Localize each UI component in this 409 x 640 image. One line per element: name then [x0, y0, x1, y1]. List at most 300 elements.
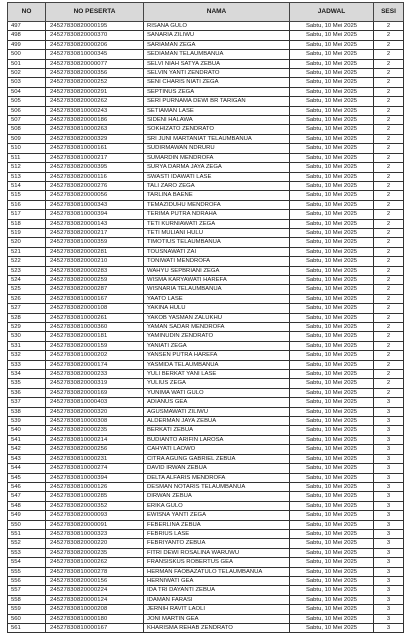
participant-name: TOUSNAWATI ZAI: [144, 247, 290, 256]
row-number: 558: [8, 595, 46, 604]
schedule-date: Sabtu, 10 Mei 2025: [290, 605, 374, 614]
participant-number: 24527830820000319: [46, 379, 144, 388]
row-number: 508: [8, 125, 46, 134]
table-row: [8, 586, 404, 595]
participant-number: 24527830810000167: [46, 294, 144, 303]
schedule-date: Sabtu, 10 Mei 2025: [290, 614, 374, 623]
session-number: 2: [374, 285, 404, 294]
schedule-date: Sabtu, 10 Mei 2025: [290, 482, 374, 491]
participant-number: 24527830810000274: [46, 464, 144, 473]
participant-name: RISANA GULO: [144, 22, 290, 31]
participant-number: 24527830820000093: [46, 511, 144, 520]
schedule-date: Sabtu, 10 Mei 2025: [290, 586, 374, 595]
schedule-date: Sabtu, 10 Mei 2025: [290, 558, 374, 567]
session-number: 3: [374, 529, 404, 538]
participant-name: BERKATI ZEBUA: [144, 426, 290, 435]
session-number: 3: [374, 520, 404, 529]
table-row: [8, 548, 404, 557]
participant-name: FITRI DEWI ROSALINA WARUWU: [144, 548, 290, 557]
row-number: 529: [8, 323, 46, 332]
session-number: 3: [374, 624, 404, 633]
participant-number: 24527830820000320: [46, 407, 144, 416]
participant-number: 24527830820000116: [46, 172, 144, 181]
participant-name: WISMA KARYAWATI HAREFA: [144, 275, 290, 284]
schedule-date: Sabtu, 10 Mei 2025: [290, 539, 374, 548]
participant-number: 24527830810000359: [46, 238, 144, 247]
table-row: [8, 398, 404, 407]
session-number: 2: [374, 294, 404, 303]
session-number: 3: [374, 511, 404, 520]
table-row: [8, 87, 404, 96]
session-number: 2: [374, 304, 404, 313]
row-number: 519: [8, 228, 46, 237]
schedule-date: Sabtu, 10 Mei 2025: [290, 548, 374, 557]
participant-name: SENI CHARIS NIATI ZEGA: [144, 78, 290, 87]
table-row: [8, 360, 404, 369]
row-number: 500: [8, 50, 46, 59]
row-number: 544: [8, 464, 46, 473]
schedule-date: Sabtu, 10 Mei 2025: [290, 228, 374, 237]
row-number: 538: [8, 407, 46, 416]
table-row: [8, 31, 404, 40]
participant-name: WAHYU SEPBRIANI ZEGA: [144, 266, 290, 275]
table-row: [8, 144, 404, 153]
session-number: 3: [374, 614, 404, 623]
participant-table: [7, 2, 404, 633]
schedule-date: Sabtu, 10 Mei 2025: [290, 106, 374, 115]
session-number: 3: [374, 595, 404, 604]
schedule-date: Sabtu, 10 Mei 2025: [290, 294, 374, 303]
row-number: 526: [8, 294, 46, 303]
table-row: [8, 454, 404, 463]
schedule-date: Sabtu, 10 Mei 2025: [290, 351, 374, 360]
schedule-date: Sabtu, 10 Mei 2025: [290, 511, 374, 520]
session-number: 2: [374, 78, 404, 87]
table-row: [8, 567, 404, 576]
schedule-date: Sabtu, 10 Mei 2025: [290, 69, 374, 78]
participant-number: 24527830820000259: [46, 275, 144, 284]
table-row: [8, 539, 404, 548]
session-number: 2: [374, 257, 404, 266]
table-row: [8, 624, 404, 633]
participant-name: SOKHIZATO ZENDRATO: [144, 125, 290, 134]
participant-number: 24527830810000202: [46, 351, 144, 360]
row-number: 546: [8, 482, 46, 491]
table-row: [8, 341, 404, 350]
session-number: 2: [374, 172, 404, 181]
session-number: 3: [374, 426, 404, 435]
schedule-date: Sabtu, 10 Mei 2025: [290, 624, 374, 633]
participant-number: 24527830820000252: [46, 78, 144, 87]
schedule-date: Sabtu, 10 Mei 2025: [290, 40, 374, 49]
session-number: 3: [374, 482, 404, 491]
schedule-date: Sabtu, 10 Mei 2025: [290, 116, 374, 125]
table-row: [8, 473, 404, 482]
participant-number: 24527830820000159: [46, 341, 144, 350]
participant-number: 24527830810000285: [46, 492, 144, 501]
row-number: 528: [8, 313, 46, 322]
schedule-date: Sabtu, 10 Mei 2025: [290, 323, 374, 332]
schedule-date: Sabtu, 10 Mei 2025: [290, 529, 374, 538]
table-row: [8, 614, 404, 623]
participant-name: TALI ZARO ZEGA: [144, 181, 290, 190]
table-row: [8, 116, 404, 125]
participant-name: IDAMAN FARASI: [144, 595, 290, 604]
row-number: 551: [8, 529, 46, 538]
row-number: 523: [8, 266, 46, 275]
participant-number: 24527830820000281: [46, 247, 144, 256]
schedule-date: Sabtu, 10 Mei 2025: [290, 595, 374, 604]
schedule-date: Sabtu, 10 Mei 2025: [290, 172, 374, 181]
participant-name: YULI BERKAT YANI LASE: [144, 370, 290, 379]
row-number: 534: [8, 370, 46, 379]
participant-name: WISNARIA TELAUMBANUA: [144, 285, 290, 294]
schedule-date: Sabtu, 10 Mei 2025: [290, 200, 374, 209]
session-number: 2: [374, 200, 404, 209]
session-number: 2: [374, 22, 404, 31]
participant-number: 24527830810000243: [46, 106, 144, 115]
row-number: 545: [8, 473, 46, 482]
participant-name: SELVI NIAH SATYA ZEBUA: [144, 59, 290, 68]
row-number: 535: [8, 379, 46, 388]
table-row: [8, 605, 404, 614]
participant-name: TETI KURNIAWATI ZEGA: [144, 219, 290, 228]
schedule-date: Sabtu, 10 Mei 2025: [290, 181, 374, 190]
schedule-date: Sabtu, 10 Mei 2025: [290, 59, 374, 68]
table-row: [8, 275, 404, 284]
session-number: 2: [374, 116, 404, 125]
session-number: 3: [374, 454, 404, 463]
participant-name: YAMAN SADAR MENDROFA: [144, 323, 290, 332]
table-row: [8, 285, 404, 294]
table-row: [8, 520, 404, 529]
row-number: 531: [8, 341, 46, 350]
participant-name: SUMARDIN MENDROFA: [144, 153, 290, 162]
row-number: 499: [8, 40, 46, 49]
row-number: 510: [8, 144, 46, 153]
schedule-date: Sabtu, 10 Mei 2025: [290, 473, 374, 482]
schedule-date: Sabtu, 10 Mei 2025: [290, 304, 374, 313]
table-row: [8, 576, 404, 585]
row-number: 497: [8, 22, 46, 31]
table-row: [8, 379, 404, 388]
participant-number: 24527830820000206: [46, 40, 144, 49]
schedule-date: Sabtu, 10 Mei 2025: [290, 97, 374, 106]
schedule-date: Sabtu, 10 Mei 2025: [290, 435, 374, 444]
participant-number: 24527830820000329: [46, 134, 144, 143]
session-number: 3: [374, 605, 404, 614]
schedule-date: Sabtu, 10 Mei 2025: [290, 31, 374, 40]
session-number: 2: [374, 125, 404, 134]
participant-name: ADIANUS GEA: [144, 398, 290, 407]
row-number: 541: [8, 435, 46, 444]
participant-name: TIMOTIUS TELAUMBANUA: [144, 238, 290, 247]
table-row: [8, 492, 404, 501]
row-number: 556: [8, 576, 46, 585]
schedule-date: Sabtu, 10 Mei 2025: [290, 501, 374, 510]
schedule-date: Sabtu, 10 Mei 2025: [290, 163, 374, 172]
table-row: [8, 417, 404, 426]
session-number: 2: [374, 228, 404, 237]
session-number: 2: [374, 323, 404, 332]
table-row: [8, 266, 404, 275]
row-number: 543: [8, 454, 46, 463]
schedule-date: Sabtu, 10 Mei 2025: [290, 464, 374, 473]
participant-name: SANARIA ZILIWU: [144, 31, 290, 40]
participant-name: SEPTINUS ZEGA: [144, 87, 290, 96]
participant-name: YAKOB YASMAN ZALUKHU: [144, 313, 290, 322]
participant-name: HERNIWATI GEA: [144, 576, 290, 585]
row-number: 511: [8, 153, 46, 162]
table-row: [8, 78, 404, 87]
table-row: [8, 219, 404, 228]
row-number: 553: [8, 548, 46, 557]
schedule-date: Sabtu, 10 Mei 2025: [290, 153, 374, 162]
session-number: 2: [374, 163, 404, 172]
row-number: 503: [8, 78, 46, 87]
table-row: [8, 558, 404, 567]
participant-number: 24527830820000210: [46, 257, 144, 266]
participant-name: FRANSISKUS ROBERTUS GEA: [144, 558, 290, 567]
participant-number: 24527830810000126: [46, 482, 144, 491]
participant-number: 24527830820000220: [46, 539, 144, 548]
row-number: 520: [8, 238, 46, 247]
schedule-date: Sabtu, 10 Mei 2025: [290, 247, 374, 256]
table-row: [8, 482, 404, 491]
participant-name: TEMAZIDUHU MENDROFA: [144, 200, 290, 209]
participant-name: YASMIDA TELAUMBANUA: [144, 360, 290, 369]
session-number: 3: [374, 445, 404, 454]
row-number: 549: [8, 511, 46, 520]
schedule-date: Sabtu, 10 Mei 2025: [290, 78, 374, 87]
schedule-date: Sabtu, 10 Mei 2025: [290, 22, 374, 31]
schedule-date: Sabtu, 10 Mei 2025: [290, 388, 374, 397]
session-number: 2: [374, 191, 404, 200]
session-number: 2: [374, 370, 404, 379]
table-row: [8, 370, 404, 379]
session-number: 2: [374, 360, 404, 369]
table-row: [8, 191, 404, 200]
participant-name: YANSEN PUTRA HAREFA: [144, 351, 290, 360]
row-number: 548: [8, 501, 46, 510]
participant-name: CAHYATI LAOWO: [144, 445, 290, 454]
participant-name: YUNIMA WATI GULO: [144, 388, 290, 397]
participant-number: 24527830810000217: [46, 153, 144, 162]
participant-number: 24527830820000276: [46, 181, 144, 190]
table-row: [8, 163, 404, 172]
row-number: 525: [8, 285, 46, 294]
session-number: 2: [374, 144, 404, 153]
schedule-date: Sabtu, 10 Mei 2025: [290, 275, 374, 284]
row-number: 522: [8, 257, 46, 266]
participant-name: FEBERLINA ZEBUA: [144, 520, 290, 529]
table-row: [8, 106, 404, 115]
session-number: 2: [374, 87, 404, 96]
participant-name: TETI MULIANI HULU: [144, 228, 290, 237]
row-number: 559: [8, 605, 46, 614]
session-number: 2: [374, 31, 404, 40]
session-number: 3: [374, 558, 404, 567]
table-row: [8, 501, 404, 510]
table-row: [8, 134, 404, 143]
schedule-date: Sabtu, 10 Mei 2025: [290, 210, 374, 219]
row-number: 507: [8, 116, 46, 125]
session-number: 3: [374, 473, 404, 482]
participant-number: 24527830820000291: [46, 87, 144, 96]
participant-number: 24527830810000208: [46, 605, 144, 614]
participant-name: CITRA AGUNG GABRIEL ZEBUA: [144, 454, 290, 463]
participant-number: 24527830810000323: [46, 529, 144, 538]
row-number: 542: [8, 445, 46, 454]
schedule-date: Sabtu, 10 Mei 2025: [290, 379, 374, 388]
participant-name: AGUSMAWATI ZILIWU: [144, 407, 290, 416]
schedule-date: Sabtu, 10 Mei 2025: [290, 50, 374, 59]
table-row: [8, 304, 404, 313]
participant-name: ERIKA GULO: [144, 501, 290, 510]
participant-number: 24527830820000181: [46, 332, 144, 341]
participant-number: 24527830820000370: [46, 31, 144, 40]
table-row: [8, 407, 404, 416]
participant-number: 24527830810000345: [46, 50, 144, 59]
participant-name: IDA TRI DAYANTI ZEBUA: [144, 586, 290, 595]
row-number: 512: [8, 163, 46, 172]
schedule-date: Sabtu, 10 Mei 2025: [290, 426, 374, 435]
schedule-date: Sabtu, 10 Mei 2025: [290, 87, 374, 96]
participant-name: SRI JUNI MARTANIAT TELAUMBANUA: [144, 134, 290, 143]
participant-number: 24527830820000077: [46, 59, 144, 68]
session-number: 2: [374, 40, 404, 49]
participant-name: SIDENI HALAWA: [144, 116, 290, 125]
table-row: [8, 332, 404, 341]
table-row: [8, 125, 404, 134]
participant-name: TONIWATI MENDROFA: [144, 257, 290, 266]
table-row: [8, 313, 404, 322]
row-number: 501: [8, 59, 46, 68]
participant-number: 24527830820000174: [46, 360, 144, 369]
participant-name: DELTA ALFARIS MENDROFA: [144, 473, 290, 482]
table-row: [8, 69, 404, 78]
table-row: [8, 323, 404, 332]
participant-number: 24527830820000256: [46, 445, 144, 454]
table-row: [8, 228, 404, 237]
participant-name: TERIMA PUTRA NDRAHA: [144, 210, 290, 219]
table-row: [8, 181, 404, 190]
header-nama: NAMA: [144, 3, 290, 22]
participant-name: SELVIN YANTI ZENDRATO: [144, 69, 290, 78]
participant-schedule-sheet: [7, 2, 403, 633]
participant-name: DIRWAN ZEBUA: [144, 492, 290, 501]
row-number: 515: [8, 191, 46, 200]
header-sesi: SESI: [374, 3, 404, 22]
row-number: 513: [8, 172, 46, 181]
participant-number: 24527830820000262: [46, 97, 144, 106]
session-number: 2: [374, 332, 404, 341]
table-row: [8, 445, 404, 454]
schedule-date: Sabtu, 10 Mei 2025: [290, 576, 374, 585]
session-number: 2: [374, 388, 404, 397]
row-number: 552: [8, 539, 46, 548]
session-number: 3: [374, 407, 404, 416]
schedule-date: Sabtu, 10 Mei 2025: [290, 313, 374, 322]
table-row: [8, 238, 404, 247]
session-number: 2: [374, 210, 404, 219]
row-number: 561: [8, 624, 46, 633]
participant-name: ALDERMAN JAYA ZEBUA: [144, 417, 290, 426]
schedule-date: Sabtu, 10 Mei 2025: [290, 398, 374, 407]
participant-number: 24527830820000186: [46, 116, 144, 125]
participant-number: 24527830810000167: [46, 624, 144, 633]
participant-number: 24527830820000056: [46, 191, 144, 200]
participant-number: 24527830820000352: [46, 501, 144, 510]
participant-name: YAMINUDIN ZENDRATO: [144, 332, 290, 341]
schedule-date: Sabtu, 10 Mei 2025: [290, 567, 374, 576]
session-number: 3: [374, 567, 404, 576]
table-row: [8, 257, 404, 266]
row-number: 527: [8, 304, 46, 313]
participant-number: 24527830820000235: [46, 426, 144, 435]
schedule-date: Sabtu, 10 Mei 2025: [290, 370, 374, 379]
session-number: 2: [374, 153, 404, 162]
row-number: 509: [8, 134, 46, 143]
participant-name: SERI PURNAMA DEWI BR TARIGAN: [144, 97, 290, 106]
header-jadwal: JADWAL: [290, 3, 374, 22]
session-number: 2: [374, 219, 404, 228]
participant-number: 24527830820000091: [46, 520, 144, 529]
table-row: [8, 40, 404, 49]
participant-number: 24527830820000224: [46, 586, 144, 595]
participant-number: 24527830810000214: [46, 435, 144, 444]
row-number: 540: [8, 426, 46, 435]
table-row: [8, 294, 404, 303]
participant-number: 24527830810000263: [46, 125, 144, 134]
table-row: [8, 529, 404, 538]
table-row: [8, 22, 404, 31]
participant-number: 24527830820000143: [46, 219, 144, 228]
session-number: 2: [374, 59, 404, 68]
table-row: [8, 172, 404, 181]
schedule-date: Sabtu, 10 Mei 2025: [290, 492, 374, 501]
row-number: 518: [8, 219, 46, 228]
row-number: 532: [8, 351, 46, 360]
schedule-date: Sabtu, 10 Mei 2025: [290, 238, 374, 247]
session-number: 2: [374, 379, 404, 388]
row-number: 514: [8, 181, 46, 190]
table-row: [8, 435, 404, 444]
table-body: [8, 22, 404, 633]
session-number: 2: [374, 247, 404, 256]
table-row: [8, 50, 404, 59]
session-number: 2: [374, 313, 404, 322]
session-number: 2: [374, 181, 404, 190]
participant-name: EWISNA YANTI ZEGA: [144, 511, 290, 520]
participant-number: 24527830810000262: [46, 558, 144, 567]
participant-name: JONI MARTIN GEA: [144, 614, 290, 623]
schedule-date: Sabtu, 10 Mei 2025: [290, 257, 374, 266]
participant-name: HERMAN FAOBAZATULO TELAUMBANUA: [144, 567, 290, 576]
participant-number: 24527830810000278: [46, 567, 144, 576]
session-number: 3: [374, 398, 404, 407]
participant-name: KHARISMA REHAB ZENDRATO: [144, 624, 290, 633]
participant-number: 24527830810000161: [46, 144, 144, 153]
schedule-date: Sabtu, 10 Mei 2025: [290, 332, 374, 341]
session-number: 3: [374, 501, 404, 510]
session-number: 2: [374, 69, 404, 78]
participant-number: 24527830820000169: [46, 388, 144, 397]
participant-name: FEBRIYANTO ZEBUA: [144, 539, 290, 548]
participant-name: FEBRIUS LASE: [144, 529, 290, 538]
schedule-date: Sabtu, 10 Mei 2025: [290, 417, 374, 426]
participant-number: 24527830820000195: [46, 22, 144, 31]
